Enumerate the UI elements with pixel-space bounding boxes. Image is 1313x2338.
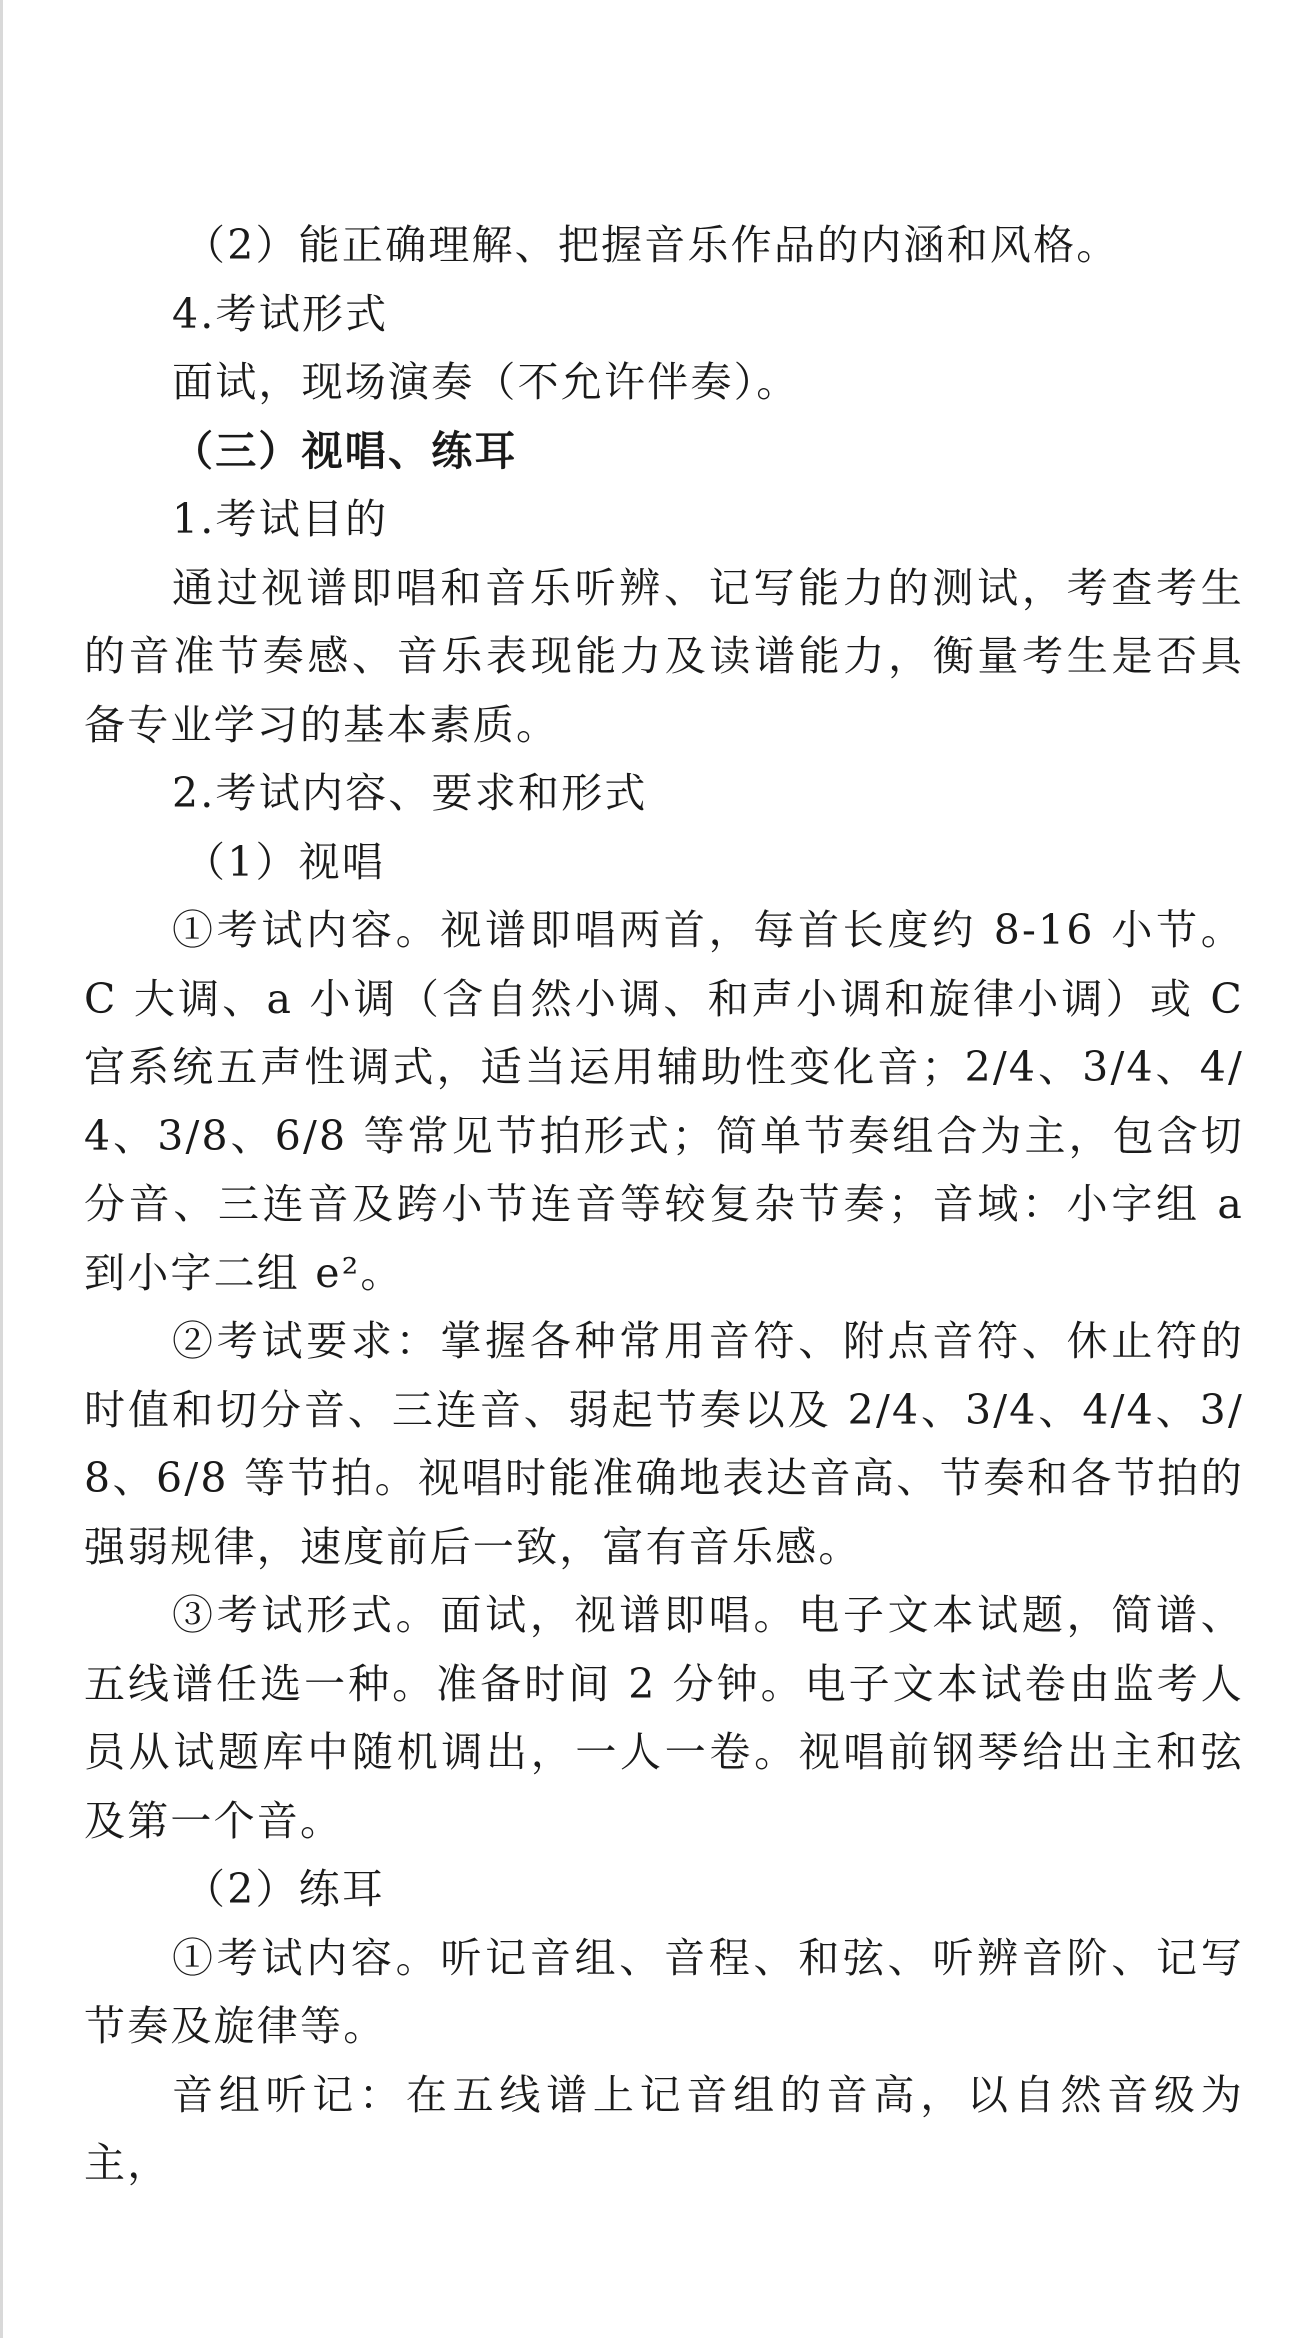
section-heading-sight-singing: （三）视唱、练耳 <box>172 426 518 475</box>
subheading-ear-training: （2）练耳 <box>184 1865 386 1913</box>
paragraph-3: 面试，现场演奏（不允许伴奏）。 <box>172 358 800 406</box>
document-page <box>84 211 1244 2198</box>
paragraph-2-heading-exam-form: 4.考试形式 <box>172 289 389 338</box>
paragraph-9-content: ①考试内容。视谱即唱两首，每首长度约 8-16 小节。C 大调、a 小调（含自然小调、和声小调和旋律小调）或 C 宫系统五声性调式，适当运用辅助性变化音；2/4、3/4、4/4、3/8、6/8 等常见节拍形式；简单节奏组合为主，包含切分音、三连音及跨小节连音等较复杂节奏；音域：小字组 a 到小字二组 e²。 <box>84 906 1244 1297</box>
paragraph-11-form: ③考试形式。面试，视谱即唱。电子文本试题，简谱、五线谱任选一种。准备时间 2 分钟。电子文本试卷由监考人员从试题库中随机调出，一人一卷。视唱前钢琴给出主和弦及第一个音。 <box>84 1591 1244 1845</box>
subheading-sight-singing: （1）视唱 <box>184 837 386 886</box>
paragraph-14: 音组听记：在五线谱上记音组的音高，以自然音级为主， <box>84 2070 1244 2187</box>
paragraph-5-heading-exam-purpose: 1.考试目的 <box>172 495 389 543</box>
paragraph-13-content: ①考试内容。听记音组、音程、和弦、听辨音阶、记写节奏及旋律等。 <box>84 1933 1244 2050</box>
paragraph-10-requirements: ②考试要求：掌握各种常用音符、附点音符、休止符的时值和切分音、三连音、弱起节奏以及 2/4、3/4、4/4、3/8、6/8 等节拍。视唱时能准确地表达音高、节奏和各节拍的强弱规律，速度前后一致，富有音乐感。 <box>84 1317 1244 1571</box>
page-edge <box>0 0 3 2338</box>
paragraph-7-heading-content: 2.考试内容、要求和形式 <box>172 769 648 817</box>
paragraph-6: 通过视谱即唱和音乐听辨、记写能力的测试，考查考生的音准节奏感、音乐表现能力及读谱能力，衡量考生是否具备专业学习的基本素质。 <box>84 563 1244 749</box>
paragraph-1: （2）能正确理解、把握音乐作品的内涵和风格。 <box>184 221 1120 269</box>
